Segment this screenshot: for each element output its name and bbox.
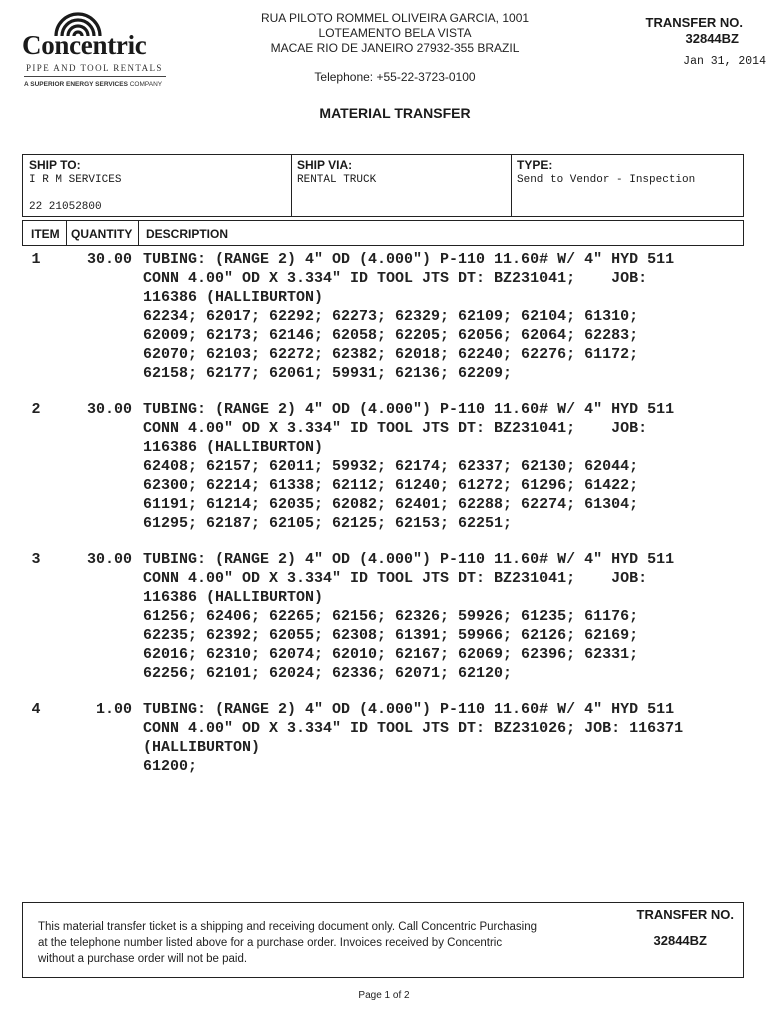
item-quantity: 30.00 [86,251,132,268]
company-telephone: Telephone: +55-22-3723-0100 [314,70,476,84]
transfer-no-label: TRANSFER NO. [645,15,743,30]
column-description-header: DESCRIPTION [146,227,229,241]
ship-via-cell [291,155,511,216]
item-quantity: 1.00 [95,701,132,718]
item-number: 4 [31,701,41,718]
company-logo-name: Concentric [22,30,147,60]
type-value: Send to Vendor - Inspection [517,174,696,186]
transfer-no-value: 32844BZ [685,31,739,46]
type-cell [511,155,743,216]
list-item [24,250,744,383]
ship-to-code: 22 21052800 [29,201,102,213]
item-description: TUBING: (RANGE 2) 4" OD (4.000") P-110 11.60# W/ 4" HYD 511 CONN 4.00" OD X 3.334" ID TOOL JTS DT: BZ231041; JOB: 116386 (HALLIBURTON) 62234; 62017; 62292; 62273; 62329; 62109; 62104; 61310; 62009; 62173; 62146; 62058; 62205; 62056; 62064; 62283; 62070; 62103; 62272; 62382; 62018; 62240; 62276; 61172; 62158; 62177; 62061; 59931; 62136; 62209; [143,251,675,382]
footer-notice-text: This material transfer ticket is a shipping and receiving document only. Call Concentric Purchasing at the telephone number listed above for a purchase order. Invoices received by Concentric without a purchase order will not be paid. [38,921,537,965]
list-item [24,400,744,533]
address-line: RUA PILOTO ROMMEL OLIVEIRA GARCIA, 1001 [260,11,530,25]
company-address [220,11,570,56]
column-divider [138,221,139,245]
address-line: LOTEAMENTO BELA VISTA [318,26,472,40]
page-number: Page 1 of 2 [358,990,410,1001]
footer-transfer-no-value: 32844BZ [653,933,707,948]
item-quantity: 30.00 [86,401,132,418]
item-number: 2 [31,401,41,418]
ship-to-name: I R M SERVICES [29,174,122,186]
address-line: MACAE RIO DE JANEIRO 27932-355 BRAZIL [270,41,520,55]
ship-via-value: RENTAL TRUCK [297,174,377,186]
company-logo-tagline: A SUPERIOR ENERGY SERVICES COMPANY [24,81,163,88]
items-column-header [22,220,744,246]
footer-notice-box [22,902,744,978]
logo-divider [24,76,166,77]
items-list [24,250,744,793]
company-logo-subtitle: PIPE AND TOOL RENTALS [26,63,163,73]
column-divider [66,221,67,245]
list-item [24,700,744,776]
item-quantity: 30.00 [86,551,132,568]
type-label: TYPE: [517,158,553,172]
shipping-info-box [22,154,744,217]
list-item [24,550,744,683]
item-description: TUBING: (RANGE 2) 4" OD (4.000") P-110 11.60# W/ 4" HYD 511 CONN 4.00" OD X 3.334" ID TOOL JTS DT: BZ231041; JOB: 116386 (HALLIBURTON) 61256; 62406; 62265; 62156; 62326; 59926; 61235; 61176; 62235; 62392; 62055; 62308; 61391; 59966; 62126; 62169; 62016; 62310; 62074; 62010; 62167; 62069; 62396; 62331; 62256; 62101; 62024; 62336; 62071; 62120; [143,551,675,682]
ship-to-cell [23,155,291,216]
item-number: 3 [31,551,41,568]
item-description: TUBING: (RANGE 2) 4" OD (4.000") P-110 11.60# W/ 4" HYD 511 CONN 4.00" OD X 3.334" ID TOOL JTS DT: BZ231041; JOB: 116386 (HALLIBURTON) 62408; 62157; 62011; 59932; 62174; 62337; 62130; 62044; 62300; 62214; 61338; 62112; 61240; 61272; 61296; 61422; 61191; 61214; 62035; 62082; 62401; 62288; 62274; 61304; 61295; 62187; 62105; 62125; 62153; 62251; [143,401,675,532]
ship-to-label: SHIP TO: [29,158,81,172]
ship-via-label: SHIP VIA: [297,158,353,172]
item-description: TUBING: (RANGE 2) 4" OD (4.000") P-110 11.60# W/ 4" HYD 511 CONN 4.00" OD X 3.334" ID TOOL JTS DT: BZ231026; JOB: 116371 (HALLIBURTON) 61200; [143,701,684,775]
column-item-header: ITEM [31,227,60,241]
footer-transfer-no-label: TRANSFER NO. [636,907,734,922]
page-title: MATERIAL TRANSFER [319,105,471,121]
item-number: 1 [31,251,41,268]
transfer-date: Jan 31, 2014 [683,55,766,68]
column-quantity-header: QUANTITY [71,227,133,241]
